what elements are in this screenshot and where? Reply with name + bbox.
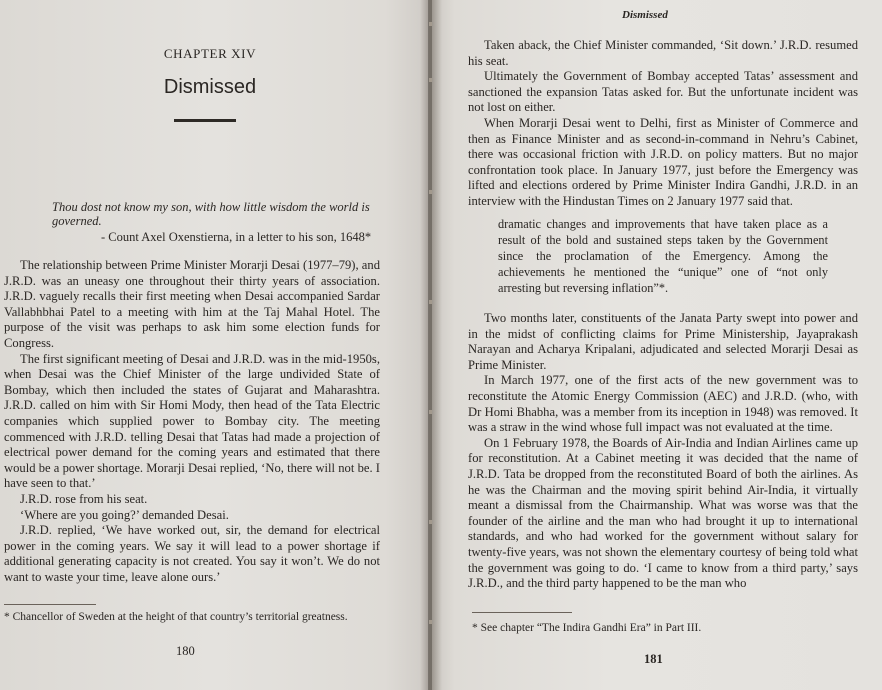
page-number: 180 [176, 644, 195, 658]
right-page [432, 0, 882, 690]
binding-stitch [429, 620, 432, 624]
paragraph: J.R.D. rose from his seat. [20, 491, 148, 506]
binding-stitch [429, 22, 432, 26]
epigraph-text: Thou dost not know my son, with how little wisdom the world is governed. [52, 200, 370, 228]
footnote: * See chapter “The Indira Gandhi Era” in Part III. [472, 622, 702, 634]
paragraph: J.R.D. replied, ‘We have worked out, sir, the demand for electrical power in the coming years. We say it will lead to a power shortage if additional generating capacity is not created. You say it won’t. We do not want to waste your time, leave alone ours.’ [4, 523, 380, 584]
paragraph: The first significant meeting of Desai and J.R.D. was in the mid-1950s, when Desai was the Chief Minister of the large undivided State of Bombay, which then included the states of Gujarat and Maharashtra. J.R.D. called on him with Sir Homi Mody, then head of the Tata Electric companies which supplied power to Bombay city. The meeting commenced with J.R.D. telling Desai that Tatas had made a projection of electrical power demand for the coming years and estimated that there would be a power shortage. Morarji Desai replied, ‘No, there will not be. I have seen to that.’ [4, 351, 380, 491]
paragraph: ‘Where are you going?’ demanded Desai. [20, 507, 229, 522]
block-quote: dramatic changes and improvements that have taken place as a result of the bold and sustained steps taken by the Government since the proclamation of the Emergency. Among the achievements he mentioned the “unique” one of “not only arresting but reversing inflation”*. [498, 217, 828, 295]
binding-stitch [429, 78, 432, 82]
binding-stitch [429, 520, 432, 524]
paragraph: When Morarji Desai went to Delhi, first as Minister of Commerce and then as Finance Minister and as second-in-command in Nehru’s Cabinet, there was occasional friction with J.R.D. on policy matters. But no major confrontation took place. In January 1977, just before the Emergency was lifted and elections ordered by Prime Minister Indira Gandhi, J.R.D. in an interview with the Hindustan Times on 2 January 1977 said that. [468, 115, 858, 208]
epigraph-attribution: - Count Axel Oxenstierna, in a letter to his son, 1648* [101, 230, 372, 244]
footnote-rule [4, 604, 96, 605]
paragraph: Ultimately the Government of Bombay accepted Tatas’ assessment and sanctioned the expansion Tatas asked for. But the unfortunate incident was not lost on either. [468, 69, 858, 115]
paragraph: In March 1977, one of the first acts of the new government was to reconstitute the Atomic Energy Commission (AEC) and J.R.D. (who, with Dr Homi Bhabha, was a member from its inception in 1948) was removed. It was a straw in the wind whose full impact was not evaluated at the time. [468, 373, 858, 435]
left-body-text [4, 258, 380, 585]
footnote-rule [472, 612, 572, 613]
paragraph: Two months later, constituents of the Janata Party swept into power and in the midst of conflicting claims for Prime Ministership, Jayaprakash Narayan and Acharya Kripalani, adjudicated and selected Morarji Desai as Prime Minister. [468, 311, 858, 372]
running-head: Dismissed [622, 9, 668, 21]
binding-stitch [429, 190, 432, 194]
chapter-title: Dismissed [163, 76, 257, 98]
right-body-text-top [468, 38, 858, 210]
paragraph: On 1 February 1978, the Boards of Air-India and Indian Airlines came up for reconstitution. At a Cabinet meeting it was decided that the name of J.R.D. Tata be dropped from the reconstituted Board of both the airlines. As he was the Chairman and the moving spirit behind Air-India, it virtually meant a dismissal from the Chairmanship. What was worse was that the founder of the airline and the man who had brought it up to international standards, and who had worked for the government without salary for twenty-five years, was not shown the elementary courtesy of being told what the government was going to do. ‘I came to know from a third party,’ says J.R.D., and the third party happened to be the man who [468, 435, 858, 591]
title-rule [174, 119, 236, 122]
binding-stitch [429, 410, 432, 414]
binding-stitch [429, 300, 432, 304]
left-page [0, 0, 428, 690]
chapter-label: CHAPTER XIV [163, 46, 257, 61]
footnote: * Chancellor of Sweden at the height of that country’s territorial greatness. [4, 611, 348, 623]
book-gutter [420, 0, 442, 690]
right-body-text-bottom [468, 311, 858, 592]
paragraph: The relationship between Prime Minister Morarji Desai (1977–79), and J.R.D. was an uneasy one throughout their thirty years of association. J.R.D. vaguely recalls their first meeting when Desai accompanied Sardar Vallabhbhai Patel to a meeting with him at the Taj Mahal Hotel. The purpose of the visit was perhaps to ask him some election funds for Congress. [4, 258, 380, 350]
paragraph: Taken aback, the Chief Minister commanded, ‘Sit down.’ J.R.D. resumed his seat. [468, 38, 858, 68]
page-number: 181 [644, 652, 663, 666]
